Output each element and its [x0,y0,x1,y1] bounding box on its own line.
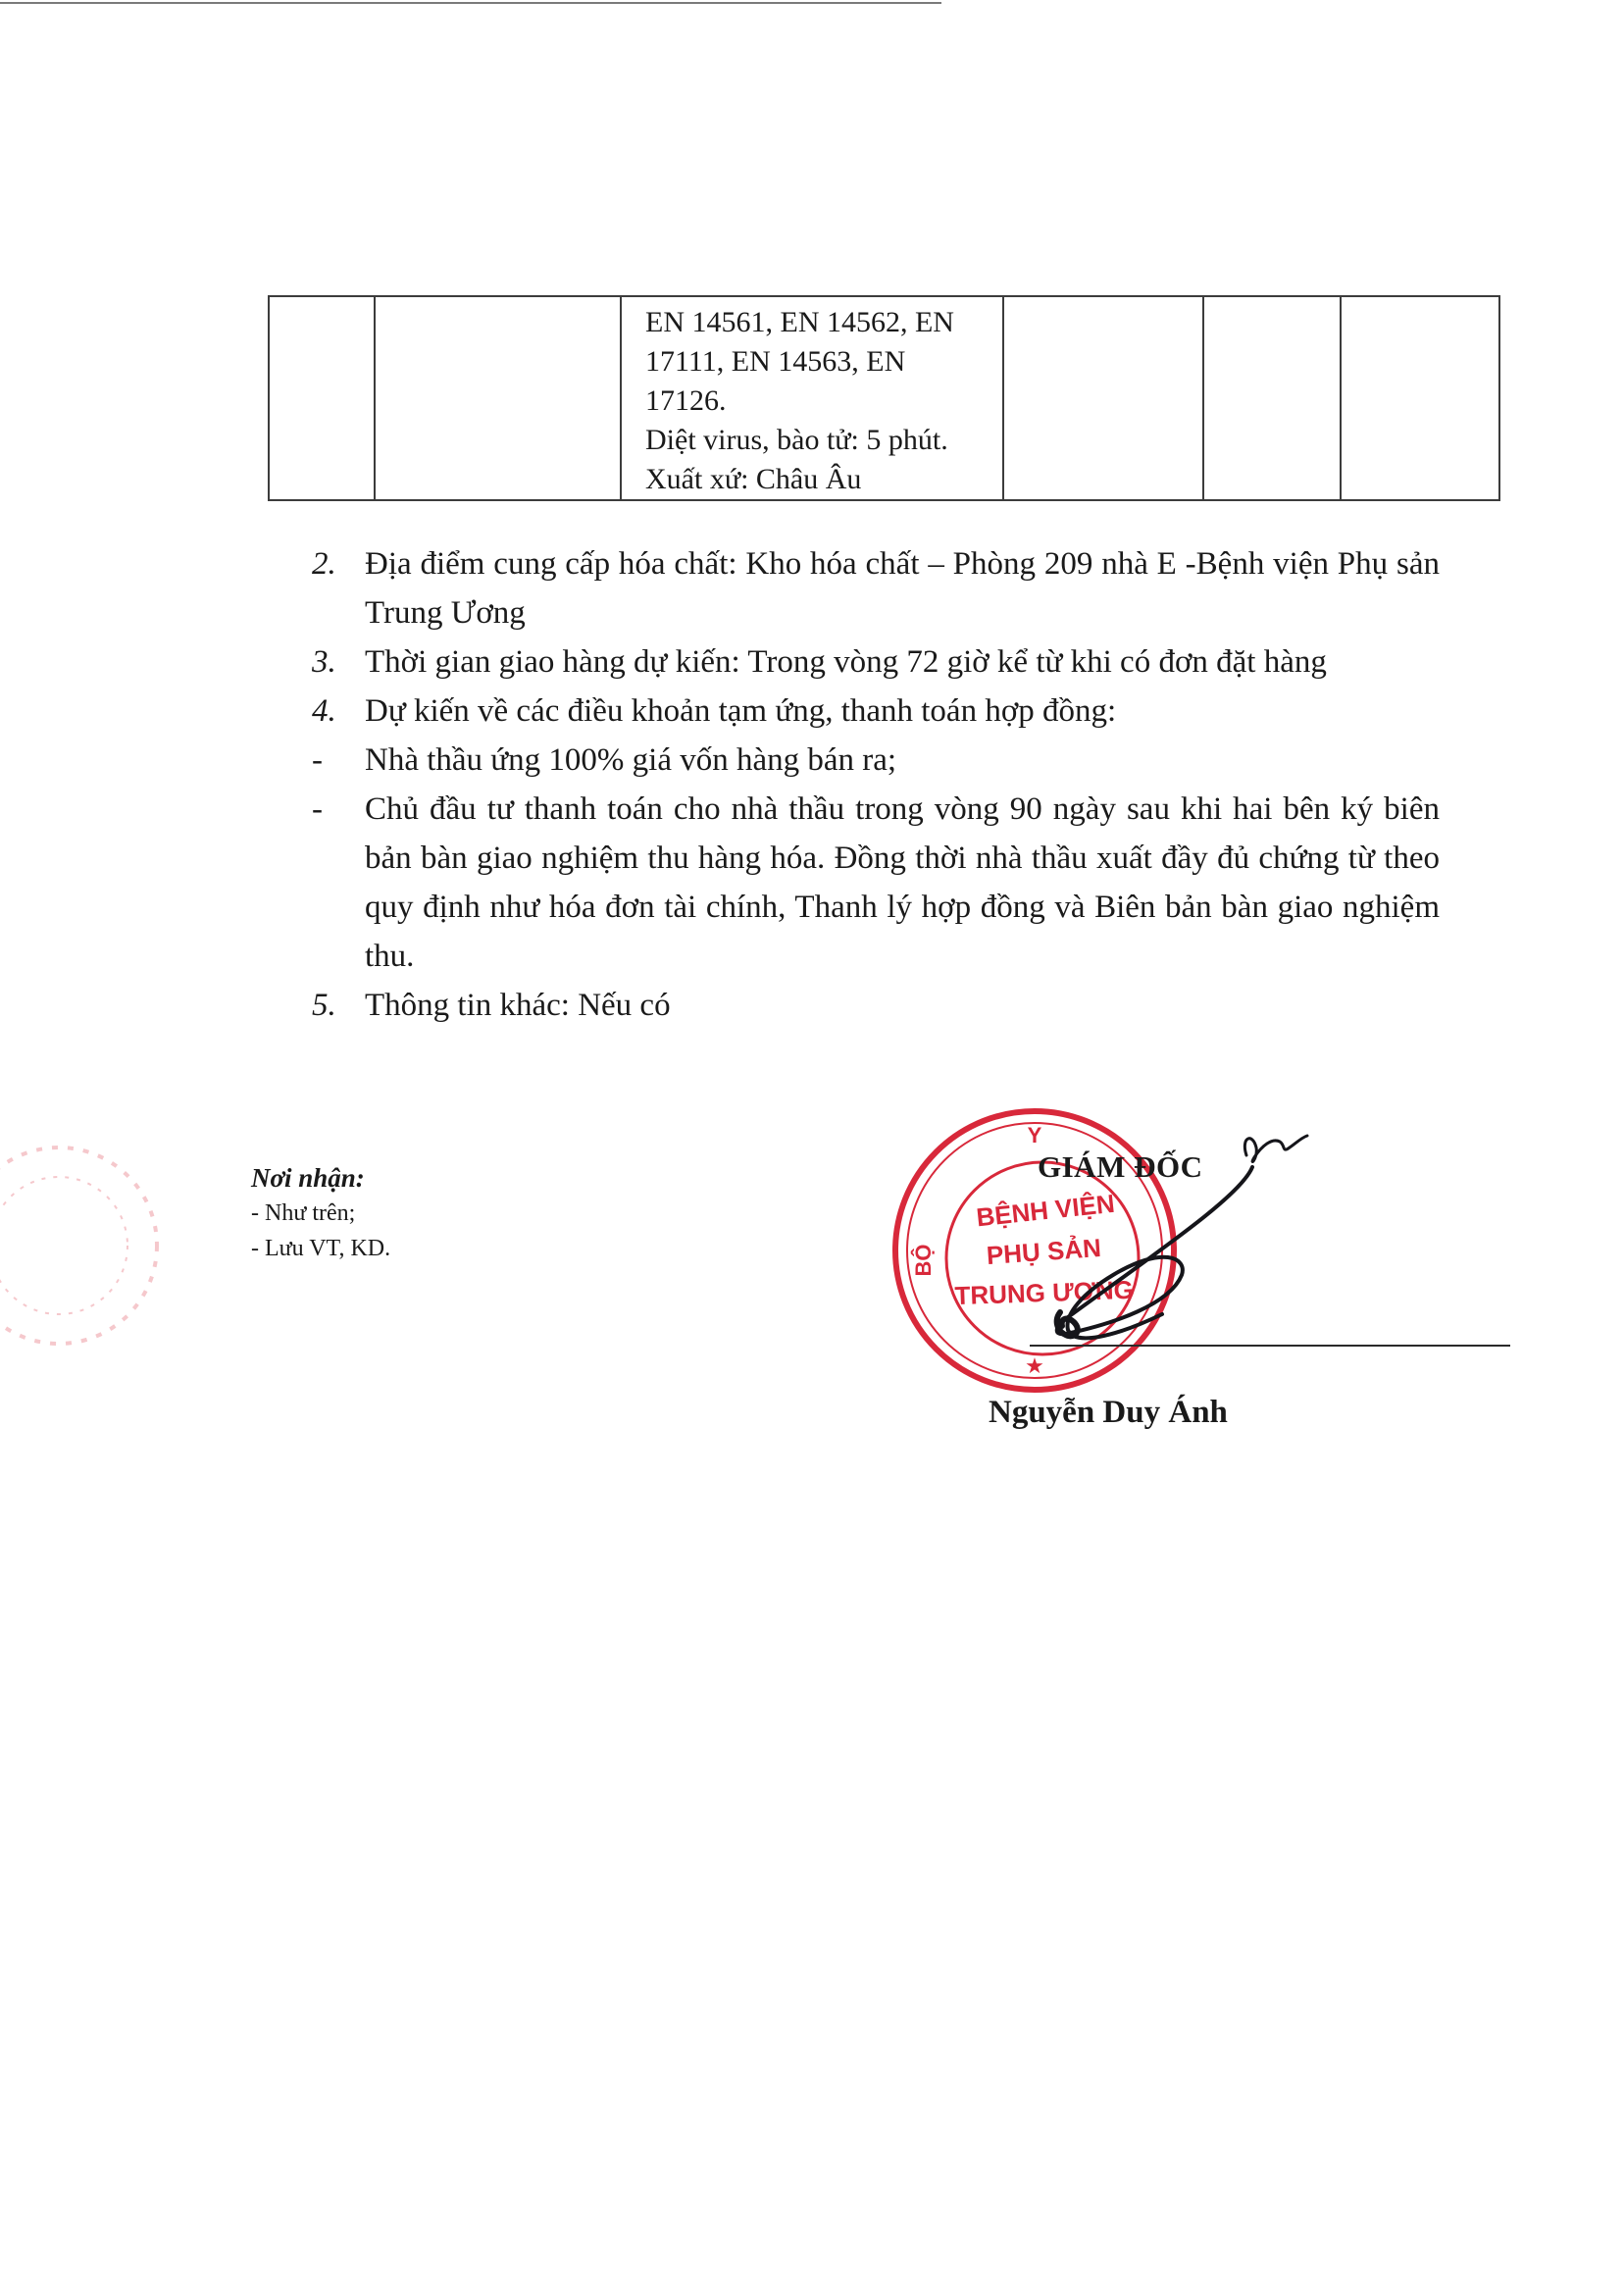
signature-title: GIÁM ĐỐC [1038,1149,1203,1184]
signer-name: Nguyễn Duy Ánh [989,1395,1228,1430]
list-item [312,687,1440,736]
list-item [312,785,1440,981]
recipients-block [251,1160,390,1266]
signature-scribble-icon [995,1128,1319,1363]
stamp-star-icon: ★ [1025,1354,1044,1379]
item-text: Địa điểm cung cấp hóa chất: Kho hóa chất – Phòng 209 nhà E -Bệnh viện Phụ sản Trung Ương [365,546,1440,631]
stamp-left-text: BỘ [911,1244,936,1277]
table-cell-qty [1203,296,1341,500]
list-item [312,736,1440,785]
item-text: Thông tin khác: Nếu có [365,988,671,1023]
spec-line: EN 14561, EN 14562, EN [645,306,954,338]
page-top-rule [0,2,941,4]
stamp-line: BỆNH VIỆN [975,1188,1117,1233]
recipient-line: - Như trên; [251,1200,356,1226]
table-cell-index [269,296,375,500]
spec-line: Diệt virus, bào tử: 5 phút. [645,424,948,456]
stamp-line: TRUNG ƯƠNG [954,1274,1135,1311]
table-cell-name [375,296,621,500]
spec-table [268,295,1500,501]
table-cell-spec [621,296,1003,500]
table-row [269,296,1499,500]
recipient-line: - Lưu VT, KD. [251,1236,391,1261]
list-item [312,981,1440,1030]
table-cell-note [1341,296,1499,500]
spec-line: Xuất xứ: Châu Âu [645,463,862,495]
stamp-line: PHỤ SẢN [985,1232,1102,1271]
list-item [312,539,1440,637]
body-list [312,539,1440,1030]
ghost-stamp-icon [0,1128,177,1363]
item-marker: 3. [312,644,336,680]
recipients-title: Nơi nhận: [251,1163,365,1193]
item-marker: 4. [312,693,336,729]
item-text: Thời gian giao hàng dự kiến: Trong vòng 72 giờ kể từ khi có đơn đặt hàng [365,644,1327,680]
item-text: Chủ đầu tư thanh toán cho nhà thầu trong vòng 90 ngày sau khi hai bên ký biên bản bàn giao nghiệm thu hàng hóa. Đồng thời nhà thầu xuất đầy đủ chứng từ theo quy định như hóa đơn tài chính, Thanh lý hợp đồng và Biên bản bàn giao nghiệm thu. [365,791,1440,974]
item-marker: - [312,742,323,778]
spec-line: 17111, EN 14563, EN [645,345,906,378]
item-text: Nhà thầu ứng 100% giá vốn hàng bán ra; [365,742,897,778]
table-cell-unit [1003,296,1203,500]
item-marker: 2. [312,546,336,582]
stamp-top-text: Y [1027,1123,1042,1147]
item-marker: - [312,791,323,827]
item-text: Dự kiến về các điều khoản tạm ứng, thanh toán hợp đồng: [365,693,1117,729]
spec-line: 17126. [645,384,727,417]
list-item [312,637,1440,687]
item-marker: 5. [312,988,336,1023]
signature-line [1030,1345,1510,1347]
